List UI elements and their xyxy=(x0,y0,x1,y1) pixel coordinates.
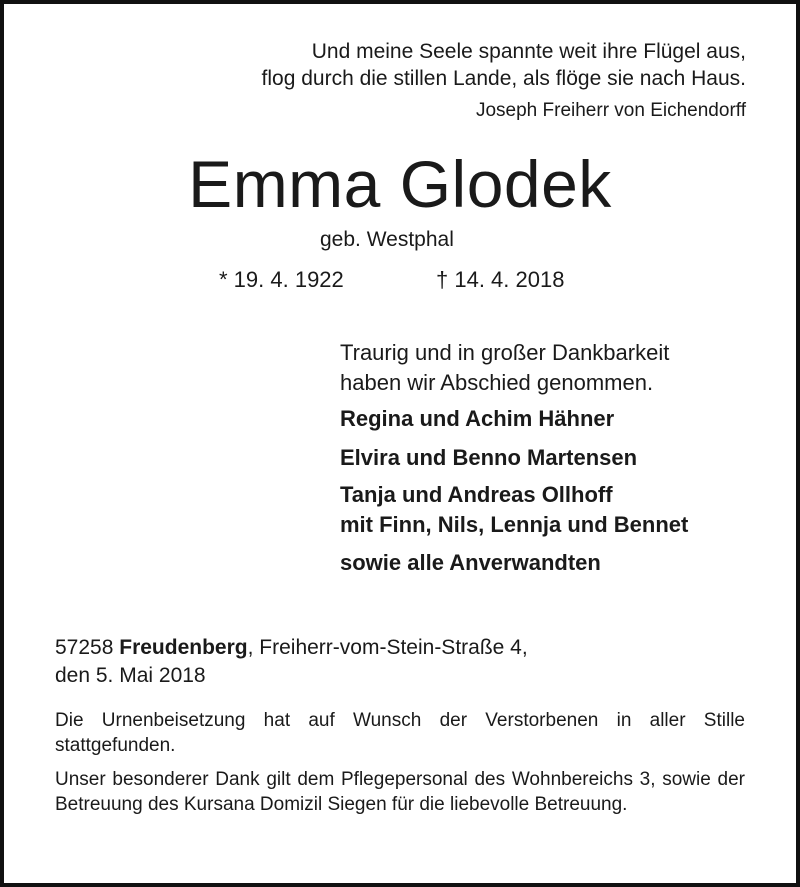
mourner-name: sowie alle Anverwandten xyxy=(340,550,601,575)
postcode: 57258 xyxy=(55,636,114,659)
maiden-name: geb. Westphal xyxy=(320,228,454,251)
mourning-intro-2: haben wir Abschied genommen. xyxy=(340,370,654,395)
quote-line-1: Und meine Seele spannte weit ihre Flügel aus, xyxy=(311,40,746,63)
mourning-intro-1: Traurig und in großer Dankbarkeit xyxy=(340,340,670,365)
mourner-name: Elvira und Benno Martensen xyxy=(340,445,638,470)
quote-line-2: flog durch die stillen Lande, als flöge sie nach Haus. xyxy=(261,67,746,90)
deceased-name: Emma Glodek xyxy=(188,147,612,221)
address-line xyxy=(55,636,528,660)
mourner-name: mit Finn, Nils, Lennja und Bennet xyxy=(340,512,689,537)
city: Freudenberg xyxy=(119,636,248,659)
street: , Freiherr-vom-Stein-Straße 4, xyxy=(247,636,528,659)
mourner-name: Tanja und Andreas Ollhoff xyxy=(340,482,613,507)
birth-date: * 19. 4. 1922 xyxy=(219,267,344,292)
burial-note: Die Urnenbeisetzung hat auf Wunsch der Verstorbenen in aller Stille stattgefunden. xyxy=(55,710,745,756)
mourner-name: Regina und Achim Hähner xyxy=(340,406,615,431)
death-date: † 14. 4. 2018 xyxy=(436,267,565,292)
gratitude-note: Unser besonderer Dank gilt dem Pflegepersonal des Wohnbereichs 3, sowie der Betreuung des Kursana Domizil Siegen für die liebevolle Betreuung. xyxy=(55,769,745,815)
quote-author: Joseph Freiherr von Eichendorff xyxy=(475,100,746,121)
notice-date: den 5. Mai 2018 xyxy=(55,664,206,687)
